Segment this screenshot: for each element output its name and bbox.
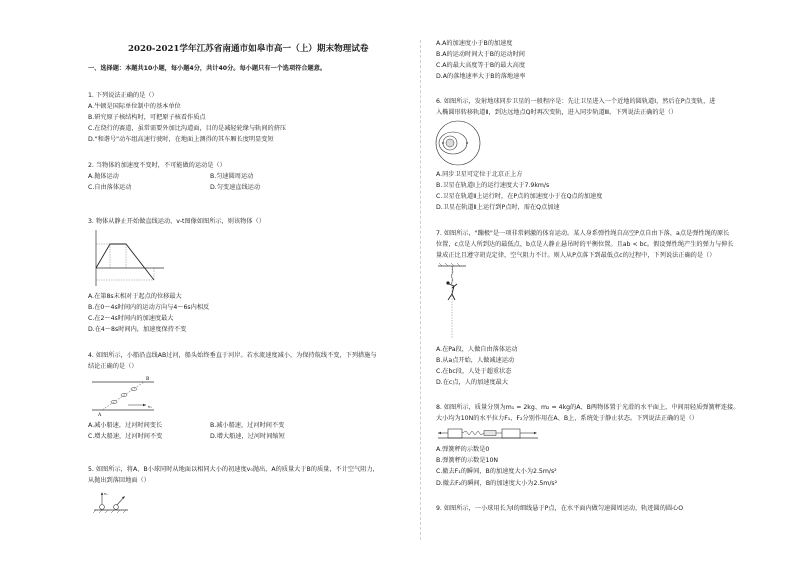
question-6-option-d: D.卫星在轨道Ⅱ上运行到P点时，需在Q点加速 (436, 204, 560, 211)
spring-scale-figure (436, 425, 540, 441)
question-7-option-a: A.在Pa段，人做自由落体运动 (436, 346, 518, 353)
question-5-option-c: C.A的最大高度等于B的最大高度 (436, 62, 526, 69)
question-7-option-b: B.从a点开始，人做减速运动 (436, 357, 515, 364)
question-7-stem-line-1: 7. 如图所示，"蹦极"是一项非常刺激的体育运动。某人身系弹性绳自高空P点自由下落，a点是弹性绳的原长 (436, 230, 730, 237)
question-2-option-b: B.匀速圆周运动 (210, 173, 254, 180)
initial-velocity-label: v₀ (104, 492, 108, 496)
question-2-option-a: A.抛体运动 (88, 173, 119, 180)
question-6-stem-line-1: 6. 如图所示，发射地球同步卫星的一般程序是：先让卫星进入一个近地的圆轨道Ⅰ，然后在P点变轨，进 (436, 98, 716, 105)
projectile-figure (92, 490, 132, 514)
question-3-stem: 3. 物体从静止开始做直线运动，v-t图像如图所示，则该物体（） (88, 218, 265, 225)
question-5-option-b: B.A的运动时间大于B的运动时间 (436, 51, 525, 58)
question-6-option-a: A.同步卫星可定位于北京正上方 (436, 171, 523, 178)
question-6-stem-line-2: 入椭圆形转移轨道Ⅱ，到达远地点Q时再次变轨，进入同步轨道Ⅲ。下列说法正确的是（） (436, 109, 678, 116)
question-6-option-b: B.卫星在轨道Ⅰ上的运行速度大于7.9km/s (436, 182, 550, 189)
question-9-stem: 9. 如图所示，一小球用长为l的细线悬于P点，在水平面内做匀速圆周运动，轨迹圆的圆心O (436, 505, 684, 512)
question-7-stem-line-3: 量成正比且遵守胡克定律，空气阻力不计。则人从P点落下到最低点c的过程中，下列说法正确的是（） (436, 252, 716, 259)
question-3-option-b: B.在0～4s时间内的运动方向与4～6s内相反 (88, 304, 210, 311)
question-5-option-d: D.A的落地速率大于B的落地速率 (436, 73, 526, 80)
question-8-option-d: D.撤去F₂的瞬间，B的加速度大小为2.5m/s² (436, 480, 558, 487)
question-5-option-a: A.A的加速度小于B的加速度 (436, 40, 513, 47)
question-8-option-b: B.弹簧秤的示数是10N (436, 457, 499, 464)
question-2-option-d: D.匀变速直线运动 (210, 184, 261, 191)
question-7-option-c: C.在bc段，人处于超重状态 (436, 368, 512, 375)
question-1-option-a: A.牛顿是国际单位制中的基本单位 (88, 103, 181, 110)
question-1-option-c: C.在绕行的赛道，虽常需要外加比沟道面，目的是减轻轮缘与轨间的挤压 (88, 125, 287, 132)
question-8-stem-line-1: 8. 如图所示，质量分别为m₁ = 2kg、m₂ = 4kg的A、B两物体置于光滑的水平面上，中间用轻质弹簧秤连接。 (436, 404, 740, 411)
question-3-option-d: D.在4～8s时间内，加速度保持不变 (88, 326, 187, 333)
satellite-orbits-figure (434, 119, 486, 167)
vt-graph-figure (88, 228, 168, 290)
question-4-option-a: A.减小船速，过河时间变长 (88, 422, 163, 429)
bungee-jump-figure (436, 262, 468, 342)
question-5-stem-line-2: 从抛出到落回地面（） (88, 477, 150, 484)
section-heading: 一、选择题：本题共10小题，每小题4分，共计40分。每小题只有一个选项符合题意。 (88, 65, 327, 72)
question-6-option-c: C.卫星在轨道Ⅱ上运行时，在P点的加速度小于在Q点的加速度 (436, 193, 603, 200)
question-1-option-b: B.研究原子核结构时，可把原子核看作质点 (88, 114, 206, 121)
page-title: 2020-2021学年江苏省南通市如皋市高一（上）期末物理试卷 (128, 44, 369, 54)
column-divider (420, 40, 421, 540)
point-a-label: A (98, 413, 102, 418)
question-3-option-c: C.在2～4s时间内的加速度最大 (88, 315, 174, 322)
question-1-option-d: D."和谐号"动车组高速行驶时，在地面上测得的其车厢长度明显变短 (88, 136, 274, 143)
question-8-option-a: A.弹簧秤的示数是0 (436, 446, 490, 453)
question-2-option-c: C.自由落体运动 (88, 184, 132, 191)
question-4-option-d: D.增大船速，过河时间缩短 (210, 433, 285, 440)
question-5-stem-line-1: 5. 如图所示，将A、B小球同时从地面以相同大小的初速度v₀抛出，A的质量大于B的质量，不计空气阻力， (88, 466, 379, 473)
question-7-option-d: D.在c点，人的加速度最大 (436, 379, 509, 386)
river-crossing-figure (88, 372, 158, 418)
question-8-option-c: C.撤去F₁的瞬间，B的加速度大小为2.5m/s² (436, 468, 557, 475)
question-4-option-c: C.增大船速，过河时间不变 (88, 433, 163, 440)
water-velocity-label: v₁ (148, 404, 152, 409)
question-7-stem-line-2: 位置，c点是人所到达的最低点，b点是人静止悬吊时的平衡位置。且ab < bc。假设弹性绳产生的弹力与伸长 (436, 241, 734, 248)
question-4-stem-line-1: 4. 如图所示，小船沿直线AB过河，船头始终垂直于河岸。若水流速度减小，为保持航线不变，下列措施与 (88, 352, 377, 359)
question-8-stem-line-2: 大小均为10N的水平拉力F₁、F₂分别作用在A、B上，系统处于静止状态。下列说法正确的是（） (436, 415, 698, 422)
question-4-option-b: B.减小船速，过河时间不变 (210, 422, 285, 429)
point-b-label: B (146, 377, 150, 382)
question-4-stem-line-2: 结论正确的是（） (88, 363, 138, 370)
question-2-stem: 2. 当物体的加速度不变时，不可能做的运动是（） (88, 162, 226, 169)
question-3-option-a: A.在第8s末相对于起点的位移最大 (88, 293, 182, 300)
question-1-stem: 1. 下列说法正确的是（） (88, 92, 158, 99)
